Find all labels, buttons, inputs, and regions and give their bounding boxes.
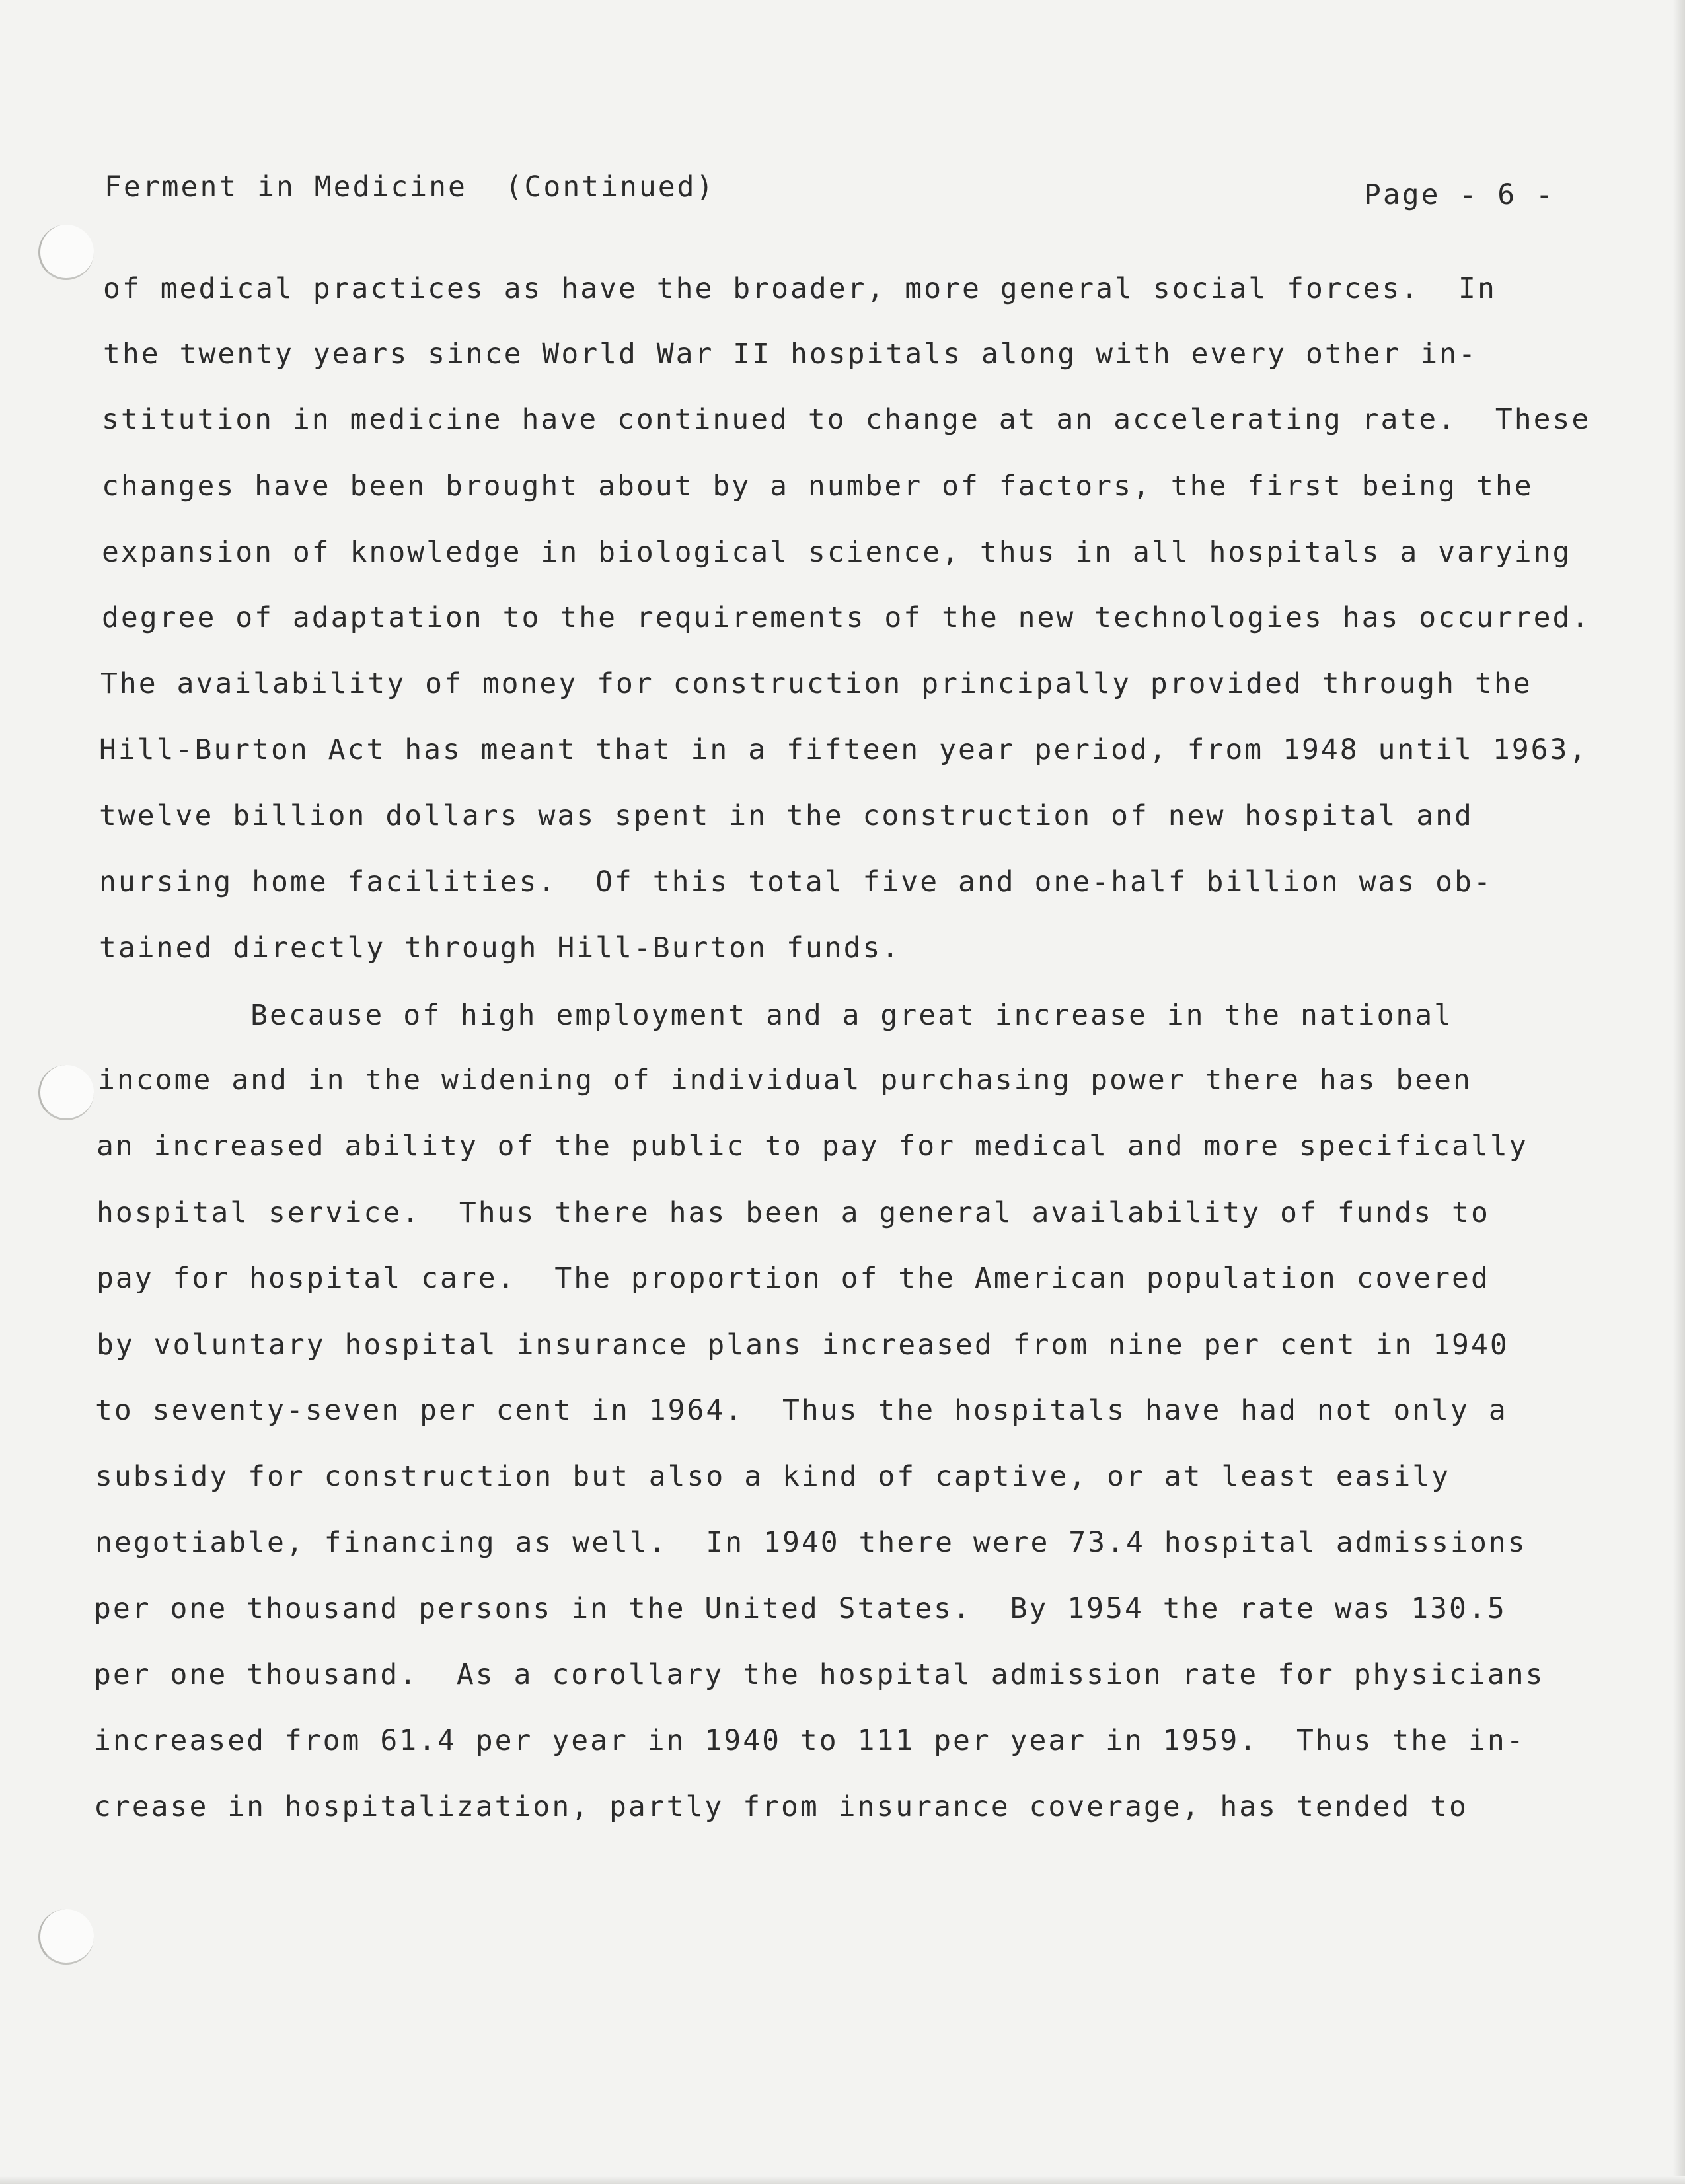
text-line: degree of adaptation to the requirements of the new technologies has occurred.: [102, 601, 1591, 634]
page-number: Page - 6 -: [1364, 178, 1555, 211]
text-line: expansion of knowledge in biological science, thus in all hospitals a varying: [102, 536, 1572, 569]
page-bottom-shadow: [0, 2176, 1685, 2184]
text-line: increased from 61.4 per year in 1940 to 111 per year in 1959. Thus the in-: [94, 1724, 1526, 1757]
text-line: twelve billion dollars was spent in the construction of new hospital and: [99, 799, 1474, 832]
running-header-title: Ferment in Medicine (Continued): [104, 170, 716, 203]
text-line: stitution in medicine have continued to change at an accelerating rate. These: [102, 403, 1591, 436]
text-line: The availability of money for construction principally provided through the: [100, 667, 1532, 700]
punch-hole-top: [38, 225, 94, 280]
text-line: an increased ability of the public to pay for medical and more specifically: [96, 1130, 1528, 1163]
text-line: changes have been brought about by a number of factors, the first being the: [102, 470, 1534, 503]
text-line: nursing home facilities. Of this total five and one-half billion was ob-: [99, 865, 1493, 898]
text-line: per one thousand persons in the United States. By 1954 the rate was 130.5: [94, 1592, 1507, 1625]
text-line: of medical practices as have the broader, more general social forces. In: [103, 272, 1497, 305]
text-line: hospital service. Thus there has been a general availability of funds to: [96, 1196, 1490, 1229]
punch-hole-middle: [38, 1065, 94, 1120]
text-line: Because of high employment and a great increase in the national: [98, 999, 1454, 1032]
text-line: tained directly through Hill-Burton funds.: [99, 931, 901, 965]
text-line: by voluntary hospital insurance plans increased from nine per cent in 1940: [96, 1329, 1509, 1362]
text-line: Hill-Burton Act has meant that in a fifteen year period, from 1948 until 1963,: [99, 733, 1589, 766]
text-line: to seventy-seven per cent in 1964. Thus the hospitals have had not only a: [95, 1394, 1508, 1427]
text-line: the twenty years since World War II hospitals along with every other in-: [103, 338, 1478, 371]
text-line: crease in hospitalization, partly from insurance coverage, has tended to: [94, 1790, 1468, 1823]
text-line: negotiable, financing as well. In 1940 there were 73.4 hospital admissions: [95, 1526, 1527, 1559]
text-line: income and in the widening of individual purchasing power there has been: [98, 1064, 1472, 1097]
text-line: per one thousand. As a corollary the hospital admission rate for physicians: [94, 1658, 1545, 1691]
page-edge-shadow: [1673, 0, 1685, 2184]
punch-hole-bottom: [38, 1909, 94, 1965]
text-line: subsidy for construction but also a kind of captive, or at least easily: [95, 1460, 1451, 1493]
text-line: pay for hospital care. The proportion of the American population covered: [96, 1262, 1490, 1295]
